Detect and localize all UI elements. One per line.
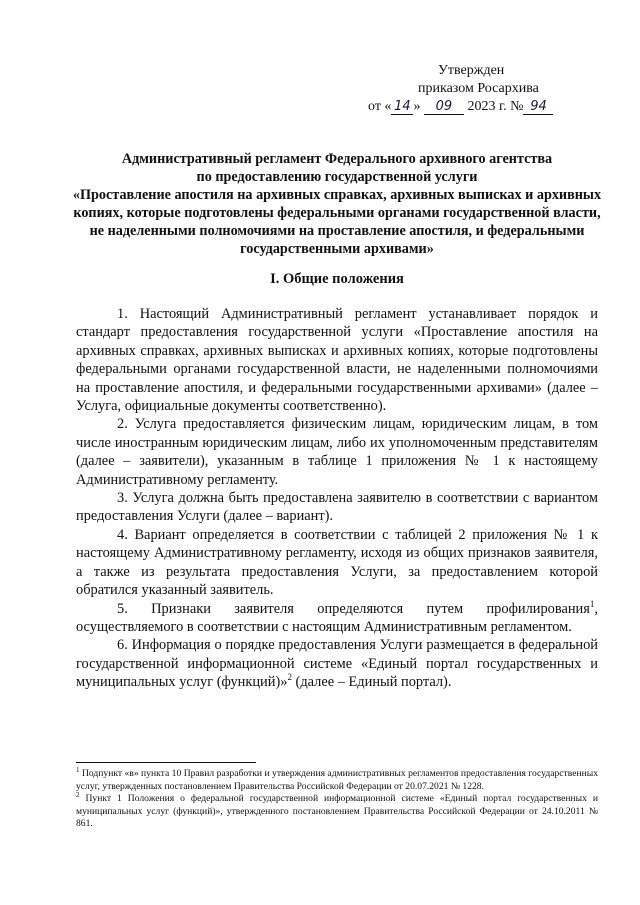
title-line-3: «Проставление апостиля на архивных справках, архивных выписках и архивных копиях, которые подготовлены федеральными органами государственной власти, не наделенными полномочиями на проставление апостиля, и федеральными государственными архивами» <box>72 187 602 257</box>
handwritten-day: 14 <box>391 100 413 115</box>
footnotes <box>76 765 598 831</box>
date-year: 2023 г. № <box>467 99 524 114</box>
date-quote-close: » <box>413 99 421 114</box>
approval-line-order: приказом Росархива <box>418 81 539 96</box>
approval-stamp <box>360 62 600 116</box>
section-heading: I. Общие положения <box>270 271 404 287</box>
date-prefix: от « <box>368 99 392 114</box>
footnote-divider <box>76 762 256 763</box>
footnote-1-text: Подпункт «в» пункта 10 Правил разработки и утверждения административных регламентов предоставления государственных услуг, утвержденных постановлением Правительства Российской Федерации от 20.07.2021 № 1228. <box>76 768 598 792</box>
paragraph-5-rest: , осуществляемого в соответствии с настоящим Административным регламентом. <box>76 600 598 635</box>
paragraph-2: 2. Услуга предоставляется физическим лицам, юридическим лицам, в том числе иностранным юридическим лицам, либо их уполномоченным представителям (далее – заявители), указанным в таблице 1 приложения № 1 к настоящему Административному регламенту. <box>76 416 598 488</box>
footnote-1-mark: 1 <box>76 765 80 774</box>
paragraph-1: 1. Настоящий Административный регламент устанавливает порядок и стандарт предоставления государственной услуги «Проставление апостиля на архивных справках, архивных выписках и архивных копиях, которые подготовлены федеральными органами государственной власти, не наделенными полномочиями на проставление апостиля, и федеральными государственными архивами» (далее – Услуга, официальные документы соответственно). <box>76 306 598 415</box>
footnote-2-text: Пункт 1 Положения о федеральной государственной информационной системе «Единый портал государственных и муниципальных услуг (функций)», утвержденного постановлением Правительства Российской Федерации от 24.10.2011 № 861. <box>76 793 598 830</box>
footnote-1 <box>76 765 598 793</box>
handwritten-month: 09 <box>424 100 464 115</box>
handwritten-order-number: 94 <box>523 100 553 115</box>
paragraph-6-rest: (далее – Единый портал). <box>291 674 452 691</box>
paragraph-5 <box>76 600 598 637</box>
footnote-ref-1[interactable]: 1 <box>589 598 595 609</box>
paragraph-6-text: 6. Информация о порядке предоставления Услуги размещается в федеральной государственной информационной системе «Единый портал государственных и муниципальных услуг (функций)» <box>76 637 598 691</box>
paragraph-4: 4. Вариант определяется в соответствии с таблицей 2 приложения № 1 к настоящему Административному регламенту, исходя из общих признаков заявителя, а также из результата предоставления Услуги, за предоставлением которой обратился указанный заявитель. <box>76 526 598 599</box>
title-line-1: Административный регламент Федерального архивного агентства <box>121 151 553 167</box>
paragraph-3: 3. Услуга должна быть предоставлена заявителю в соответствии с вариантом предоставления Услуги (далее – вариант). <box>76 490 598 525</box>
paragraph-6 <box>76 636 598 691</box>
footnote-2 <box>76 793 598 831</box>
paragraph-5-text: 5. Признаки заявителя определяются путем профилирования <box>117 600 590 617</box>
footnote-ref-2[interactable]: 2 <box>287 672 292 683</box>
title-line-2: по предоставлению государственной услуги <box>196 169 478 185</box>
approval-line-date <box>360 98 600 116</box>
document-title <box>72 150 602 258</box>
footnote-2-mark: 2 <box>76 791 80 799</box>
document-body <box>76 305 598 692</box>
approval-line-approved: Утвержден <box>438 63 505 78</box>
